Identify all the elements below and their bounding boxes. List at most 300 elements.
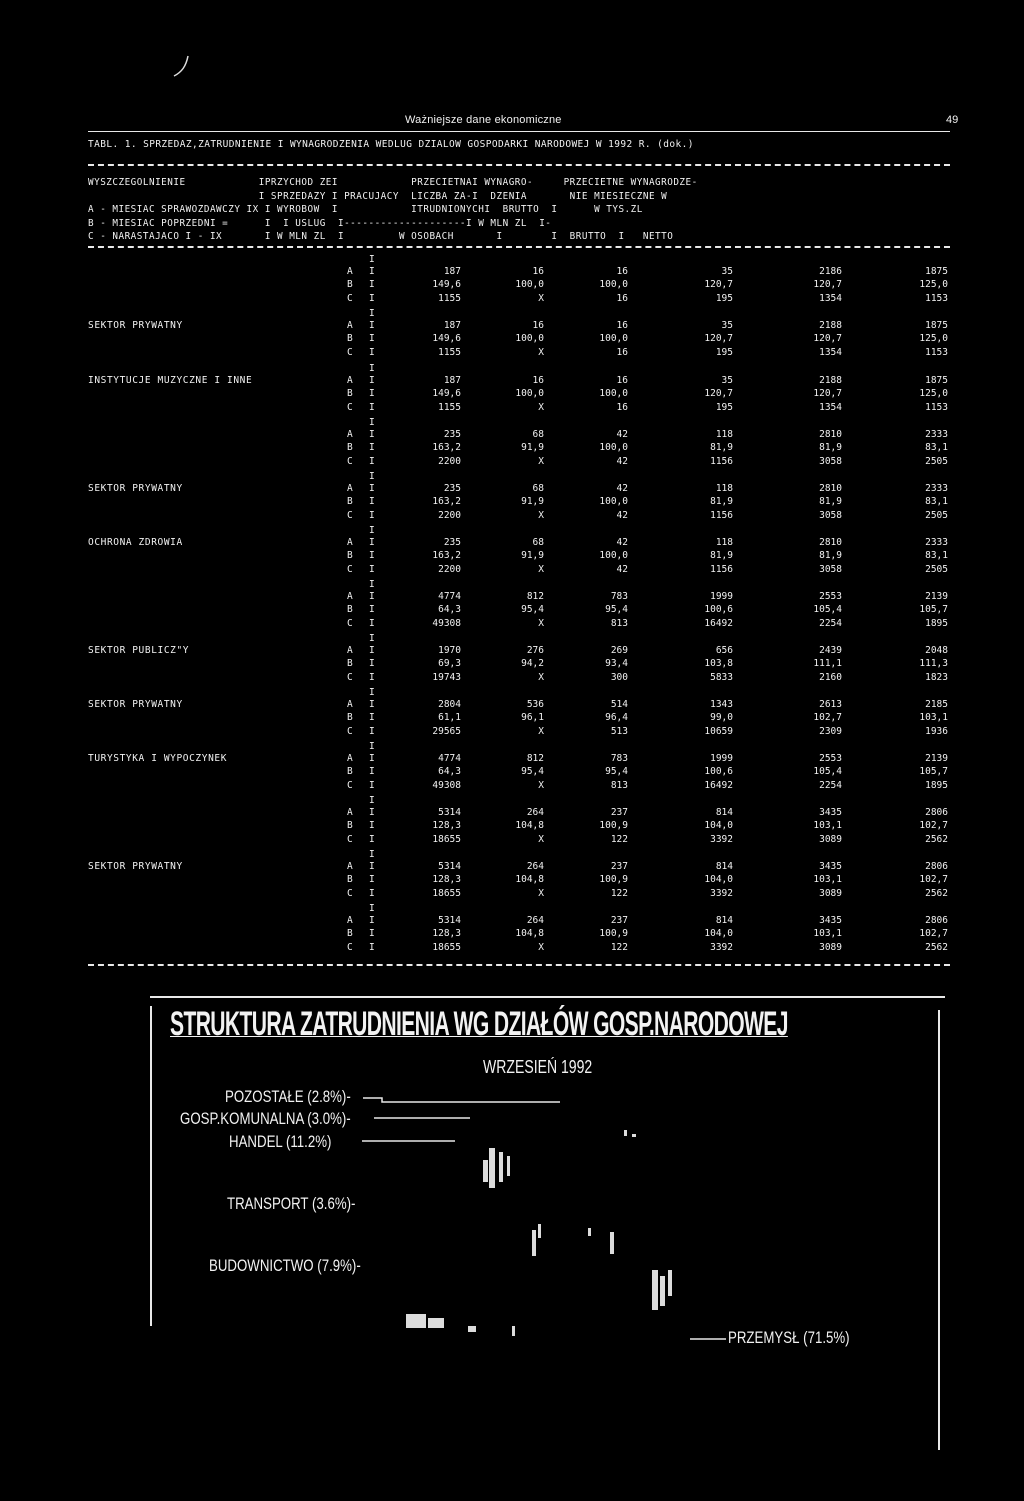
table-cell: 2160 bbox=[819, 671, 842, 683]
table-cell: 83,1 bbox=[925, 442, 948, 454]
table-cell: 100,0 bbox=[599, 442, 628, 454]
table-cell: 103,1 bbox=[813, 820, 842, 832]
table-cell: 122 bbox=[610, 941, 628, 953]
row-code: C bbox=[347, 617, 353, 629]
table-cell: 128,3 bbox=[432, 820, 461, 832]
table-cell: 95,4 bbox=[521, 766, 544, 778]
table-cell: 100,6 bbox=[704, 604, 733, 616]
table-cell: 813 bbox=[610, 779, 628, 791]
pie-fragment bbox=[538, 1224, 541, 1238]
table-cell: 99,0 bbox=[710, 712, 733, 724]
column-separator: I bbox=[369, 807, 375, 818]
column-separator: I bbox=[369, 320, 375, 331]
table-cell: 235 bbox=[443, 537, 461, 548]
table-cell: 2505 bbox=[925, 563, 948, 575]
page-number: 49 bbox=[946, 114, 959, 126]
column-separator: I bbox=[369, 442, 375, 454]
table-cell: 2553 bbox=[819, 591, 842, 602]
row-code: B bbox=[347, 766, 353, 778]
table-cell: 118 bbox=[715, 537, 733, 548]
table-cell: 42 bbox=[616, 537, 628, 548]
row-code: B bbox=[347, 496, 353, 508]
pie-fragment bbox=[499, 1152, 503, 1182]
table-cell: 1875 bbox=[925, 320, 948, 331]
pie-fragment bbox=[483, 1160, 488, 1182]
row-code: C bbox=[347, 887, 353, 899]
row-code: A bbox=[347, 429, 353, 440]
table-cell: 103,1 bbox=[813, 874, 842, 886]
table-cell: 3435 bbox=[819, 807, 842, 818]
table-cell: 111,1 bbox=[813, 658, 842, 670]
table-cell: 81,9 bbox=[710, 442, 733, 454]
table-cell: 16492 bbox=[704, 779, 733, 791]
table-cell: 81,9 bbox=[819, 550, 842, 562]
table-cell: 93,4 bbox=[605, 658, 628, 670]
row-code: B bbox=[347, 712, 353, 724]
table-cell: 95,4 bbox=[605, 604, 628, 616]
table-cell: 103,1 bbox=[813, 928, 842, 940]
table-cell: 4774 bbox=[438, 591, 461, 602]
table-cell: 2804 bbox=[438, 699, 461, 710]
table-cell: 1999 bbox=[710, 753, 733, 764]
table-cell: 125,0 bbox=[919, 388, 948, 400]
column-separator: I bbox=[369, 903, 375, 914]
table-cell: X bbox=[538, 941, 544, 953]
table-cell: 122 bbox=[610, 887, 628, 899]
table-cell: 814 bbox=[715, 861, 733, 872]
table-cell: 783 bbox=[610, 591, 628, 602]
column-separator: I bbox=[369, 687, 375, 698]
table-cell: 2562 bbox=[925, 887, 948, 899]
row-group-label: TURYSTYKA I WYPOCZYNEK bbox=[88, 753, 228, 764]
table-cell: 16 bbox=[532, 320, 544, 331]
column-separator: I bbox=[369, 874, 375, 886]
table-cell: 16 bbox=[616, 292, 628, 304]
table-cell: 1354 bbox=[819, 346, 842, 358]
table-cell: 19743 bbox=[432, 671, 461, 683]
table-cell: 100,0 bbox=[599, 496, 628, 508]
table-cell: 2553 bbox=[819, 753, 842, 764]
table-cell: 2439 bbox=[819, 645, 842, 656]
row-group-label: SEKTOR PRYWATNY bbox=[88, 699, 183, 710]
table-cell: 120,7 bbox=[813, 333, 842, 345]
pie-fragment bbox=[660, 1276, 665, 1306]
row-code: B bbox=[347, 604, 353, 616]
table-cell: 69,3 bbox=[438, 658, 461, 670]
table-cell: 4774 bbox=[438, 753, 461, 764]
row-code: A bbox=[347, 375, 353, 386]
row-code: C bbox=[347, 455, 353, 467]
table-cell: 237 bbox=[610, 861, 628, 872]
column-separator: I bbox=[369, 363, 375, 374]
table-cell: X bbox=[538, 509, 544, 521]
row-code: A bbox=[347, 915, 353, 926]
table-cell: 536 bbox=[526, 699, 544, 710]
table-cell: 1153 bbox=[925, 292, 948, 304]
table-cell: 2188 bbox=[819, 375, 842, 386]
table-cell: 16 bbox=[616, 266, 628, 277]
table-cell: 10659 bbox=[704, 725, 733, 737]
table-cell: 237 bbox=[610, 807, 628, 818]
table-title: TABL. 1. SPRZEDAZ,ZATRUDNIENIE I WYNAGRODZENIA WEDLUG DZIALOW GOSPODARKI NARODOWEJ W 1992 R. (dok.) bbox=[88, 139, 694, 150]
table-header-line: A - MIESIAC SPRAWOZDAWCZY IX I WYROBOW I ITRUDNIONYCHI BRUTTO I W TYS.ZL bbox=[88, 204, 643, 215]
column-separator: I bbox=[369, 849, 375, 860]
column-separator: I bbox=[369, 563, 375, 575]
column-separator: I bbox=[369, 725, 375, 737]
chart-pie-remnants bbox=[380, 1120, 740, 1350]
column-separator: I bbox=[369, 820, 375, 832]
table-cell: 237 bbox=[610, 915, 628, 926]
table-cell: 2185 bbox=[925, 699, 948, 710]
column-separator: I bbox=[369, 537, 375, 548]
table-cell: 264 bbox=[526, 861, 544, 872]
table-cell: 2254 bbox=[819, 779, 842, 791]
table-cell: 812 bbox=[526, 753, 544, 764]
table-cell: 102,7 bbox=[919, 928, 948, 940]
column-separator: I bbox=[369, 346, 375, 358]
column-separator: I bbox=[369, 550, 375, 562]
table-cell: 91,9 bbox=[521, 442, 544, 454]
column-separator: I bbox=[369, 604, 375, 616]
table-cell: 104,8 bbox=[515, 820, 544, 832]
column-separator: I bbox=[369, 333, 375, 345]
table-cell: 128,3 bbox=[432, 928, 461, 940]
column-separator: I bbox=[369, 509, 375, 521]
row-code: A bbox=[347, 645, 353, 656]
table-cell: 61,1 bbox=[438, 712, 461, 724]
row-code: C bbox=[347, 833, 353, 845]
table-cell: 2806 bbox=[925, 807, 948, 818]
table-cell: 2505 bbox=[925, 455, 948, 467]
row-code: A bbox=[347, 861, 353, 872]
table-cell: 3058 bbox=[819, 509, 842, 521]
pie-fragment bbox=[610, 1232, 614, 1254]
table-cell: 814 bbox=[715, 807, 733, 818]
table-cell: 42 bbox=[616, 429, 628, 440]
row-code: C bbox=[347, 725, 353, 737]
row-code: B bbox=[347, 658, 353, 670]
table-cell: 149,6 bbox=[432, 333, 461, 345]
table-cell: 2810 bbox=[819, 483, 842, 494]
chart-label-budownictwo: BUDOWNICTWO (7.9%)- bbox=[209, 1256, 361, 1275]
table-cell: 83,1 bbox=[925, 496, 948, 508]
table-cell: 81,9 bbox=[710, 496, 733, 508]
table-cell: 16 bbox=[616, 346, 628, 358]
row-code: C bbox=[347, 509, 353, 521]
table-cell: 235 bbox=[443, 429, 461, 440]
table-cell: 68 bbox=[532, 483, 544, 494]
row-group-label: SEKTOR PRYWATNY bbox=[88, 861, 183, 872]
column-separator: I bbox=[369, 671, 375, 683]
table-cell: 149,6 bbox=[432, 279, 461, 291]
table-cell: 1343 bbox=[710, 699, 733, 710]
table-cell: 2048 bbox=[925, 645, 948, 656]
leader-line-pozostale bbox=[363, 1098, 560, 1102]
table-cell: 656 bbox=[715, 645, 733, 656]
table-cell: 118 bbox=[715, 483, 733, 494]
table-cell: 104,0 bbox=[704, 874, 733, 886]
table-cell: 812 bbox=[526, 591, 544, 602]
column-separator: I bbox=[369, 617, 375, 629]
column-separator: I bbox=[369, 471, 375, 482]
chart-label-handel: HANDEL (11.2%) bbox=[229, 1132, 332, 1151]
table-cell: 91,9 bbox=[521, 496, 544, 508]
row-code: A bbox=[347, 266, 353, 277]
table-cell: 1970 bbox=[438, 645, 461, 656]
row-code: B bbox=[347, 333, 353, 345]
table-cell: 2562 bbox=[925, 833, 948, 845]
table-cell: 42 bbox=[616, 483, 628, 494]
table-cell: 91,9 bbox=[521, 550, 544, 562]
table-cell: 102,7 bbox=[919, 820, 948, 832]
table-cell: 81,9 bbox=[819, 442, 842, 454]
table-cell: 100,0 bbox=[515, 279, 544, 291]
table-cell: 104,0 bbox=[704, 928, 733, 940]
pie-fragment bbox=[507, 1156, 510, 1176]
table-cell: 96,4 bbox=[605, 712, 628, 724]
column-separator: I bbox=[369, 401, 375, 413]
column-separator: I bbox=[369, 591, 375, 602]
table-cell: 103,1 bbox=[919, 712, 948, 724]
table-cell: 163,2 bbox=[432, 550, 461, 562]
table-cell: 2613 bbox=[819, 699, 842, 710]
row-group-label: OCHRONA ZDROWIA bbox=[88, 537, 183, 548]
pie-fragment bbox=[624, 1130, 627, 1136]
table-cell: X bbox=[538, 455, 544, 467]
pie-fragment bbox=[489, 1148, 495, 1188]
table-cell: 103,8 bbox=[704, 658, 733, 670]
column-separator: I bbox=[369, 455, 375, 467]
table-cell: 2188 bbox=[819, 320, 842, 331]
table-cell: 100,9 bbox=[599, 874, 628, 886]
table-cell: 1155 bbox=[438, 292, 461, 304]
table-cell: 235 bbox=[443, 483, 461, 494]
column-separator: I bbox=[369, 375, 375, 386]
table-cell: 105,7 bbox=[919, 766, 948, 778]
table-cell: 105,4 bbox=[813, 766, 842, 778]
table-header-line: B - MIESIAC POPRZEDNI = I I USLUG I--------------------I W MLN ZL I- bbox=[88, 217, 552, 229]
table-cell: X bbox=[538, 671, 544, 683]
table-cell: 125,0 bbox=[919, 279, 948, 291]
table-cell: 105,7 bbox=[919, 604, 948, 616]
column-separator: I bbox=[369, 645, 375, 656]
table-cell: 2139 bbox=[925, 591, 948, 602]
table-cell: 1156 bbox=[710, 509, 733, 521]
row-code: B bbox=[347, 388, 353, 400]
table-cell: 3392 bbox=[710, 833, 733, 845]
table-cell: 783 bbox=[610, 753, 628, 764]
table-header-line: WYSZCZEGOLNIENIE IPRZYCHOD ZEI PRZECIETNAI WYNAGRO- PRZECIETNE WYNAGRODZE- bbox=[88, 177, 698, 188]
column-separator: I bbox=[369, 633, 375, 644]
table-cell: 100,9 bbox=[599, 928, 628, 940]
table-cell: 104,0 bbox=[704, 820, 733, 832]
column-separator: I bbox=[369, 699, 375, 710]
table-cell: 100,0 bbox=[599, 333, 628, 345]
pie-fragment bbox=[468, 1326, 476, 1332]
row-code: B bbox=[347, 279, 353, 291]
table-cell: 16 bbox=[616, 375, 628, 386]
column-separator: I bbox=[369, 483, 375, 494]
table-cell: 18655 bbox=[432, 887, 461, 899]
table-cell: 42 bbox=[616, 563, 628, 575]
row-code: C bbox=[347, 671, 353, 683]
table-cell: 3058 bbox=[819, 455, 842, 467]
chart-label-transport: TRANSPORT (3.6%)- bbox=[227, 1194, 356, 1213]
table-cell: 64,3 bbox=[438, 766, 461, 778]
table-cell: 2333 bbox=[925, 483, 948, 494]
table-cell: X bbox=[538, 833, 544, 845]
column-separator: I bbox=[369, 712, 375, 724]
table-cell: 3058 bbox=[819, 563, 842, 575]
table-cell: 5314 bbox=[438, 915, 461, 926]
table-cell: 2200 bbox=[438, 563, 461, 575]
table-cell: 300 bbox=[610, 671, 628, 683]
column-separator: I bbox=[369, 496, 375, 508]
table-header-line: C - NARASTAJACO I - IX I W MLN ZL I W OSOBACH I I BRUTTO I NETTO bbox=[88, 231, 674, 242]
chart-label-pozostale: POZOSTAŁE (2.8%)- bbox=[225, 1087, 351, 1106]
table-cell: 100,0 bbox=[515, 333, 544, 345]
table-cell: 2186 bbox=[819, 266, 842, 277]
column-separator: I bbox=[369, 753, 375, 764]
table-cell: 195 bbox=[715, 292, 733, 304]
table-cell: 1156 bbox=[710, 455, 733, 467]
row-code: C bbox=[347, 346, 353, 358]
pie-fragment bbox=[588, 1228, 591, 1236]
table-cell: 111,3 bbox=[919, 658, 948, 670]
row-group-label: SEKTOR PUBLICZ"Y bbox=[88, 645, 190, 656]
chart-subtitle: WRZESIEŃ 1992 bbox=[483, 1057, 593, 1077]
table-cell: 3392 bbox=[710, 887, 733, 899]
table-cell: 2806 bbox=[925, 861, 948, 872]
table-cell: 5314 bbox=[438, 861, 461, 872]
pie-fragment bbox=[668, 1270, 672, 1296]
table-cell: 16 bbox=[616, 320, 628, 331]
row-code: A bbox=[347, 591, 353, 602]
table-cell: 3089 bbox=[819, 887, 842, 899]
table-cell: X bbox=[538, 779, 544, 791]
table-cell: 100,0 bbox=[515, 388, 544, 400]
row-code: A bbox=[347, 483, 353, 494]
table-cell: 1999 bbox=[710, 591, 733, 602]
row-code: B bbox=[347, 550, 353, 562]
table-cell: 81,9 bbox=[710, 550, 733, 562]
table-cell: 3435 bbox=[819, 915, 842, 926]
table-cell: X bbox=[538, 292, 544, 304]
table-cell: 100,0 bbox=[599, 550, 628, 562]
table-cell: 2139 bbox=[925, 753, 948, 764]
table-cell: 195 bbox=[715, 401, 733, 413]
row-code: B bbox=[347, 442, 353, 454]
table-cell: 1875 bbox=[925, 266, 948, 277]
table-cell: 1895 bbox=[925, 617, 948, 629]
row-group-label: SEKTOR PRYWATNY bbox=[88, 483, 183, 494]
table-cell: 68 bbox=[532, 429, 544, 440]
table-cell: 2810 bbox=[819, 429, 842, 440]
row-code: A bbox=[347, 537, 353, 548]
table-cell: 2309 bbox=[819, 725, 842, 737]
table-cell: 1156 bbox=[710, 563, 733, 575]
table-cell: 3435 bbox=[819, 861, 842, 872]
table-cell: 100,9 bbox=[599, 820, 628, 832]
table-cell: 125,0 bbox=[919, 333, 948, 345]
table-cell: 2806 bbox=[925, 915, 948, 926]
table-cell: 513 bbox=[610, 725, 628, 737]
row-code: A bbox=[347, 753, 353, 764]
table-cell: 149,6 bbox=[432, 388, 461, 400]
row-code: C bbox=[347, 292, 353, 304]
table-cell: 1354 bbox=[819, 401, 842, 413]
table-cell: 49308 bbox=[432, 617, 461, 629]
table-cell: 16 bbox=[532, 266, 544, 277]
row-code: C bbox=[347, 401, 353, 413]
row-group-label: SEKTOR PRYWATNY bbox=[88, 320, 183, 331]
column-separator: I bbox=[369, 429, 375, 440]
pie-fragment bbox=[632, 1134, 636, 1137]
table-cell: 1153 bbox=[925, 346, 948, 358]
table-cell: 187 bbox=[443, 375, 461, 386]
table-cell: 163,2 bbox=[432, 442, 461, 454]
row-code: A bbox=[347, 699, 353, 710]
table-cell: 16492 bbox=[704, 617, 733, 629]
table-cell: 1895 bbox=[925, 779, 948, 791]
table-cell: 1153 bbox=[925, 401, 948, 413]
table-cell: 264 bbox=[526, 915, 544, 926]
table-cell: X bbox=[538, 401, 544, 413]
column-separator: I bbox=[369, 795, 375, 806]
table-cell: 42 bbox=[616, 455, 628, 467]
row-code: A bbox=[347, 320, 353, 331]
table-cell: 16 bbox=[616, 401, 628, 413]
column-separator: I bbox=[369, 579, 375, 590]
table-cell: 64,3 bbox=[438, 604, 461, 616]
table-cell: 264 bbox=[526, 807, 544, 818]
row-code: C bbox=[347, 779, 353, 791]
table-cell: 102,7 bbox=[813, 712, 842, 724]
pie-fragment bbox=[652, 1270, 658, 1310]
table-cell: X bbox=[538, 725, 544, 737]
table-cell: 269 bbox=[610, 645, 628, 656]
table-cell: 514 bbox=[610, 699, 628, 710]
table-cell: 2505 bbox=[925, 509, 948, 521]
table-cell: 104,8 bbox=[515, 928, 544, 940]
table-cell: 276 bbox=[526, 645, 544, 656]
table-cell: 42 bbox=[616, 509, 628, 521]
column-separator: I bbox=[369, 417, 375, 428]
table-cell: 104,8 bbox=[515, 874, 544, 886]
table-cell: 5833 bbox=[710, 671, 733, 683]
table-cell: X bbox=[538, 887, 544, 899]
table-cell: 2562 bbox=[925, 941, 948, 953]
chart-title: STRUKTURA ZATRUDNIENIA WG DZIAŁÓW GOSP.NARODOWEJ bbox=[170, 1005, 788, 1043]
column-separator: I bbox=[369, 861, 375, 872]
table-cell: 1936 bbox=[925, 725, 948, 737]
table-cell: 95,4 bbox=[521, 604, 544, 616]
table-cell: 813 bbox=[610, 617, 628, 629]
table-cell: 120,7 bbox=[813, 279, 842, 291]
table-cell: 95,4 bbox=[605, 766, 628, 778]
table-cell: 2333 bbox=[925, 429, 948, 440]
table-cell: 5314 bbox=[438, 807, 461, 818]
column-separator: I bbox=[369, 766, 375, 778]
table-cell: 102,7 bbox=[919, 874, 948, 886]
table-cell: 100,0 bbox=[599, 279, 628, 291]
table-cell: 3392 bbox=[710, 941, 733, 953]
table-cell: 120,7 bbox=[704, 333, 733, 345]
table-cell: 94,2 bbox=[521, 658, 544, 670]
table-cell: 35 bbox=[721, 266, 733, 277]
pie-fragment bbox=[428, 1318, 444, 1328]
table-cell: 195 bbox=[715, 346, 733, 358]
